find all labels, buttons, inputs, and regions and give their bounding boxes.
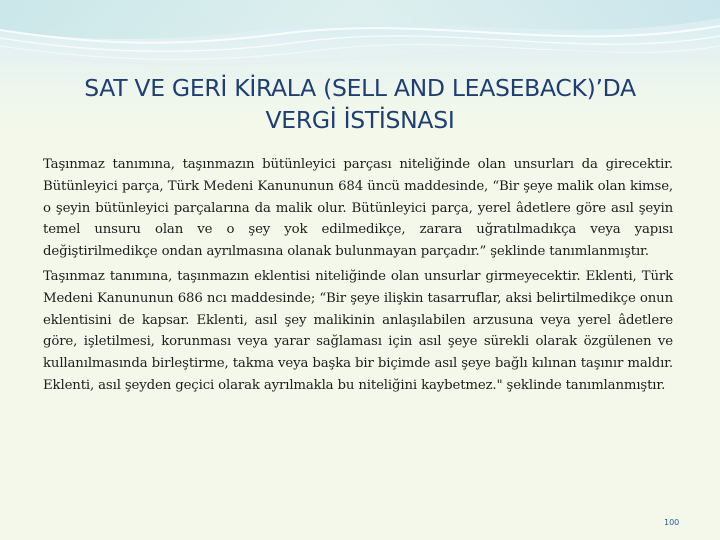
slide-title-line-1: SAT VE GERİ KİRALA (SELL AND LEASEBACK)’DA <box>84 74 636 102</box>
slide-title <box>30 72 690 136</box>
slide-title-line-2: VERGİ İSTİSNASI <box>265 106 455 134</box>
body-text <box>43 154 673 400</box>
page-number: 100 <box>664 518 680 527</box>
paragraph-2: Taşınmaz tanımına, taşınmazın eklentisi niteliğinde olan unsurlar girmeyecektir. Eklenti, Türk Medeni Kanununun 686 ncı maddesinde; “Bir şeye ilişkin tasarruflar, aksi belirtilmedikçe onun eklentisini de kapsar. Eklenti, asıl şey malikinin anlaşılabilen arzusuna veya yerel âdetlere göre, işletilmesi, korunması veya yarar sağlaması için asıl şeye sürekli olarak özgülenen ve kullanılmasında birleştirme, takma veya başka bir biçimde asıl şeye bağlı kılınan taşınır maldır. Eklenti, asıl şeyden geçici olarak ayrılmakla bu niteliğini kaybetmez." şeklinde tanımlanmıştır. <box>43 268 673 393</box>
paragraph-1: Taşınmaz tanımına, taşınmazın bütünleyici parçası niteliğinde olan unsurları da girecektir. Bütünleyici parça, Türk Medeni Kanununun 684 üncü maddesinde, “Bir şeye malik olan kimse, o şeyin bütünleyici parçalarına da malik olur. Bütünleyici parça, yerel âdetlere göre asıl şeyin temel unsuru olan ve o şey yok edilmedikçe, zarara uğratılmadıkça veya yapısı değiştirilmedikçe ondan ayrılmasına olanak bulunmayan parçadır.” şeklinde tanımlanmıştır. <box>43 157 673 260</box>
